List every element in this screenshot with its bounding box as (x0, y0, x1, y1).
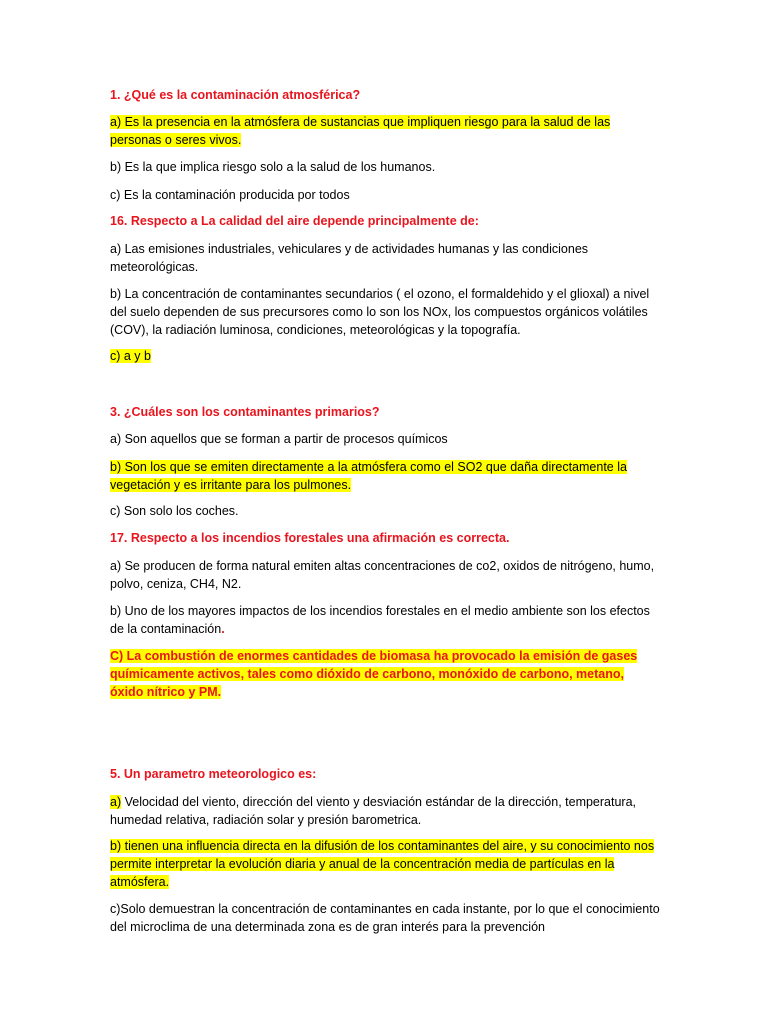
question-17-option-a: a) Se producen de forma natural emiten altas concentraciones de co2, oxidos de nitrógeno, humo, polvo, ceniza, CH4, N2. (110, 559, 655, 591)
question-3-option-b (110, 458, 660, 494)
answer-highlight: a) Es la presencia en la atmósfera de sustancias que impliquen riesgo para la salud de las personas o seres vivos. (110, 115, 611, 147)
question-17-title: 17. Respecto a los incendios forestales una afirmación es correcta. (110, 531, 510, 545)
answer-highlight: b) (110, 839, 122, 853)
answer-highlight: tienen una influencia directa en la difusión de los contaminantes del aire, y su conocimiento nos permite interpretar la evolución diaria y anual de la concentración media de partículas en la atmósfera. (110, 839, 655, 889)
question-16-title: 16. Respecto a La calidad del aire depende principalmente de: (110, 214, 479, 228)
question-17-option-b (110, 602, 660, 638)
answer-highlight: c) a y b (110, 349, 151, 363)
question-1-option-a (110, 113, 660, 149)
option-a-text: Velocidad del viento, dirección del viento y desviación estándar de la dirección, temperatura, humedad relativa, radiación solar y presión barometrica. (110, 795, 637, 827)
answer-highlight: b) Son los que se emiten directamente a la atmósfera como el SO2 que daña directamente la vegetación y es irritante para los pulmones. (110, 460, 627, 492)
question-17-option-c (110, 647, 660, 701)
question-5-option-b (110, 837, 660, 891)
question-1-option-c: c) Es la contaminación producida por todos (110, 188, 350, 202)
question-5-title: 5. Un parametro meteorologico es: (110, 767, 317, 781)
question-3-option-a: a) Son aquellos que se forman a partir de procesos químicos (110, 432, 448, 446)
question-16-option-a: a) Las emisiones industriales, vehiculares y de actividades humanas y las condiciones meteorológicas. (110, 242, 589, 274)
question-16-option-c (110, 347, 660, 365)
question-5-option-a (110, 793, 660, 829)
question-5-option-c: c)Solo demuestran la concentración de contaminantes en cada instante, por lo que el conocimiento del microclima de una determinada zona es de gran interés para la prevención (110, 902, 660, 934)
question-3-option-c: c) Son solo los coches. (110, 504, 239, 518)
answer-highlight: a) (110, 795, 122, 809)
red-period: . (221, 622, 225, 636)
question-16-option-b: b) La concentración de contaminantes secundarios ( el ozono, el formaldehido y el glioxal) a nivel del suelo dependen de sus precursores como lo son los NOx, los compuestos orgánicos volátiles (COV), la radiación luminosa, condiciones, meteorológicas y la topografía. (110, 287, 650, 337)
answer-highlight: C) La combustión de enormes cantidades de biomasa ha provocado la emisión de gases químicamente activos, tales como dióxido de carbono, monóxido de carbono, metano, óxido nítrico y PM. (110, 649, 638, 699)
question-1-title: 1. ¿Qué es la contaminación atmosférica? (110, 88, 361, 102)
question-3-title: 3. ¿Cuáles son los contaminantes primarios? (110, 405, 380, 419)
option-b-text: b) Uno de los mayores impactos de los incendios forestales en el medio ambiente son los efectos de la contaminación (110, 604, 650, 636)
question-1-option-b: b) Es la que implica riesgo solo a la salud de los humanos. (110, 160, 436, 174)
